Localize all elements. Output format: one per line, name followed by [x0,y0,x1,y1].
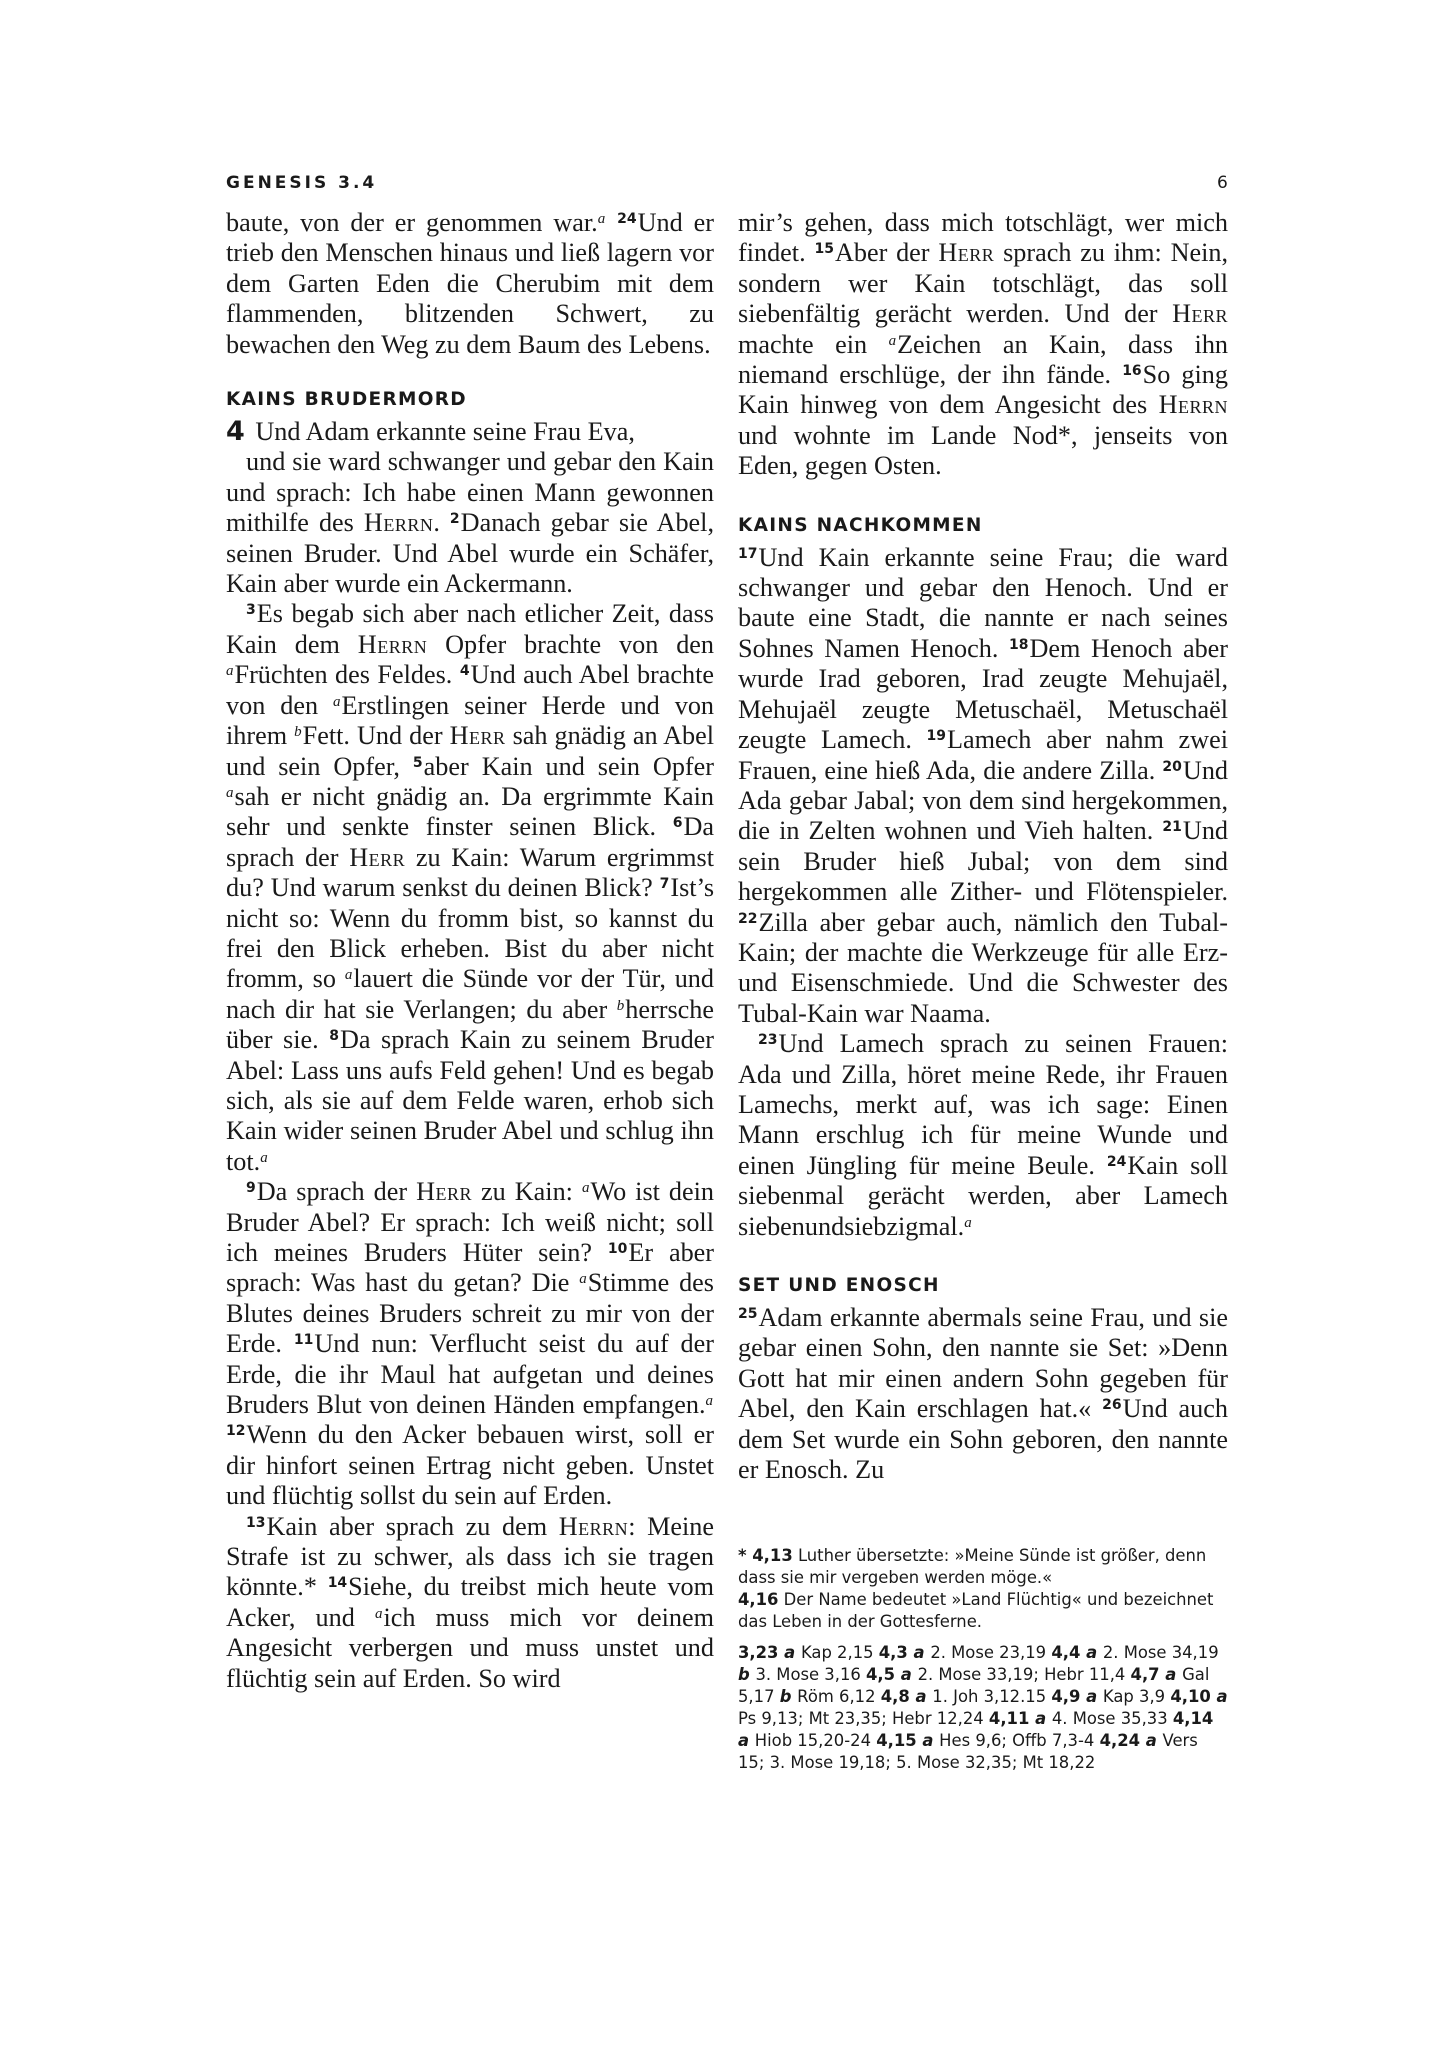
cross-reference: 4,15 a Hes 9,6; Offb 7,3-4 [876,1731,1095,1750]
verse-number: 11 [293,1332,314,1349]
verse-number: 21 [1162,819,1182,836]
section-heading: KAINS NACHKOMMEN [738,514,983,536]
verse-number: 16 [1122,363,1142,380]
verse-number: 4 [459,663,470,680]
cross-reference: 3,23 a Kap 2,15 [738,1643,874,1662]
verse-number: 8 [329,1028,339,1045]
section-heading: KAINS BRUDERMORD [226,389,467,411]
running-head: GENESIS 3.4 [226,173,378,193]
cross-reference: 4,9 a Kap 3,9 [1051,1687,1166,1706]
left-column [226,208,714,1694]
footnote: * 4,13 Luther übersetzte: »Meine Sünde ist größer, denn dass sie mir vergeben werden möge.« [738,1546,1207,1587]
cross-reference: 4,4 a 2. Mose 34,19 [1051,1643,1219,1662]
verse-number: 5 [412,754,423,771]
cross-reference: 4,14 a Hiob 15,20-24 [738,1709,1214,1750]
cross-reference: b 3. Mose 3,16 [738,1665,861,1684]
cross-references [738,1642,1228,1774]
verse-number: 22 [738,910,758,927]
verse-number: 12 [226,1423,246,1440]
verse-number: 2 [449,511,460,528]
verse-number: 25 [738,1306,758,1322]
paragraph: $^{13}$Kain aber sprach zu dem Herrn: Meine Strafe ist zu schwer, als dass ich sie tragen könnte.* $^{14}$Siehe, du treibst mich heute vom Acker, und $^a$ich muss mich vor deinem Angesicht verbergen und muss unstet und flüchtig sein auf Erden. So wird [226,1511,714,1693]
footnote-marker: a [579,1271,587,1288]
verse-number: 23 [758,1032,778,1049]
cross-reference: 4,8 a 1. Joh 3,12.15 [880,1687,1047,1706]
footnote-marker: a [888,332,897,349]
paragraph: 4 Und Adam erkannte seine Frau Eva, und sie ward schwanger und gebar den Kain und sprach: Ich habe einen Mann gewonnen mithilfe des Herrn. $^2$Danach gebar sie Abel, seinen Bruder. Und Abel wurde ein Schäfer, Kain aber wurde ein Ackermann. [226,416,715,599]
footnote-marker: a [374,1605,383,1622]
verse-number: 15 [814,241,834,258]
footnote-marker: a [964,1214,972,1231]
verse-number: 14 [327,1575,348,1592]
right-column [738,208,1228,1485]
verse-number: 9 [246,1180,256,1197]
paragraph: $^{17}$Und Kain erkannte seine Frau; die ward schwanger und gebar den Henoch. Und er baute eine Stadt, die nannte er nach seines Sohnes Namen Henoch. $^{18}$Dem Henoch aber wurde Irad geboren, Irad zeugte Mehujaël, Mehujaël zeugte Metuschaël, Metuschaël zeugte Lamech. $^{19}$Lamech aber nahm zwei Frauen, eine hieß Ada, die andere Zilla. $^{20}$Und Ada gebar Jabal; von dem sind hergekommen, die in Zelten wohnen und Vieh halten. $^{21}$Und sein Bruder hieß Jubal; von dem sind hergekommen alle Zither- und Flötenspieler. $^{22}$Zilla aber gebar auch, nämlich den Tubal-Kain; der machte die Werkzeuge für alle Erz- und Eisenschmiede. Und die Schwester des Tubal-Kain war Naama. [738,542,1229,1028]
verse-number: 7 [659,876,670,893]
verse-number: 10 [607,1241,628,1257]
verse-number: 26 [1102,1397,1122,1414]
verse-number: 19 [926,728,947,745]
cross-reference: 4,5 a 2. Mose 33,19; Hebr 11,4 [866,1665,1126,1684]
cross-reference: 4,10 a Ps 9,13; Mt 23,35; Hebr 12,24 [738,1687,1228,1728]
footnotes [738,1545,1228,1774]
cross-reference: b Röm 6,12 [779,1687,876,1706]
paragraph: $^9$Da sprach der Herr zu Kain: $^a$Wo ist dein Bruder Abel? Er sprach: Ich weiß nicht; soll ich meines Bruders Hüter sein? $^{10}$Er aber sprach: Was hast du getan? Die $^a$Stimme des Blutes deines Bruders schreit zu mir von der Erde. $^{11}$Und nun: Verflucht seist du auf der Erde, die ihr Maul hat aufgetan und deines Bruders Blut von deinen Händen empfangen.$^a$ $^{12}$Wenn du den Acker bebauen wirst, soll er dir hinfort seinen Ertrag nicht geben. Unstet und flüchtig sollst du sein auf Erden. [226,1177,715,1511]
footnote-marker: a [226,663,234,680]
verse-number: 24 [1106,1153,1127,1170]
verse-number: 18 [1008,636,1029,653]
footnote-marker: b [616,997,625,1014]
cross-reference: 4,3 a 2. Mose 23,19 [878,1643,1047,1662]
footnote-marker: a [597,211,606,227]
verse-number: 20 [1162,758,1182,775]
footnote-marker: a [226,784,234,801]
section-heading: SET UND ENOSCH [738,1275,940,1296]
cross-reference: 4,7 a Gal 5,17 [738,1665,1210,1706]
paragraph: baute, von der er genommen war.$^a$ $^{24}$Und er trieb den Menschen hinaus und ließ lagern vor dem Garten Eden die Cherubim mit dem flammenden, blitzenden Schwert, zu bewachen den Weg zu dem Baum des Lebens. [226,208,714,359]
paragraph: mir’s gehen, dass mich totschlägt, wer mich findet. $^{15}$Aber der Herr sprach zu ihm: Nein, sondern wer Kain totschlägt, das soll siebenfältig gerächt werden. Und der Herr machte ein $^a$Zeichen an Kain, dass ihn niemand erschlüge, der ihn fände. $^{16}$So ging Kain hinweg von dem Angesicht des Herrn und wohnte im Lande Nod*, jenseits von Eden, gegen Osten. [738,208,1229,481]
verse-number: 6 [672,815,683,832]
page-number: 6 [1217,173,1228,193]
cross-reference: 4,11 a 4. Mose 35,33 [988,1709,1168,1728]
verse-number: 17 [738,545,758,562]
cross-reference: 4,24 a Vers 15; 3. Mose 19,18; 5. Mose 32,35; Mt 18,22 [738,1731,1198,1772]
paragraph: $^3$Es begab sich aber nach etlicher Zeit, dass Kain dem Herrn Opfer brachte von den $^a$Früchten des Feldes. $^4$Und auch Abel brachte von den $^a$Erstlingen seiner Herde und von ihrem $^b$Fett. Und der Herr sah gnädig an Abel und sein Opfer, $^5$aber Kain und sein Opfer $^a$sah er nicht gnädig an. Da ergrimmte Kain sehr und senkte finster seinen Blick. $^6$Da sprach der Herr zu Kain: Warum ergrimmst du? Und warum senkst du deinen Blick? $^7$Ist’s nicht so: Wenn du fromm bist, so kannst du frei den Blick erheben. Bist du aber nicht fromm, so $^a$lauert die Sünde vor der Tür, und nach dir hat sie Verlangen; du aber $^b$herrsche über sie. $^8$Da sprach Kain zu seinem Bruder Abel: Lass uns aufs Feld gehen! Und es begab sich, als sie auf dem Felde waren, erhob sich Kain wider seinen Bruder Abel und schlug ihn tot.$^a$ [226,599,715,1176]
footnote: 4,16 Der Name bedeutet »Land Flüchtig« und bezeichnet das Leben in der Gottesferne. [738,1590,1214,1631]
footnote-marker: a [705,1393,713,1410]
footnote-marker: a [260,1149,268,1166]
footnote-marker: a [581,1180,590,1197]
verse-number: 13 [246,1514,266,1531]
chapter-number: 4 [226,416,245,448]
footnote-marker: b [294,724,302,741]
verse-number: 3 [246,602,256,619]
footnote-marker: a [333,693,341,710]
verse-number: 24 [617,211,637,227]
footnote-marker: a [344,967,353,984]
paragraph: $^{25}$Adam erkannte abermals seine Frau, und sie gebar einen Sohn, den nannte sie Set: »Denn Gott hat mir einen andern Sohn gegeben für Abel, den Kain erschlagen hat.« $^{26}$Und auch dem Set wurde ein Sohn geboren, den nannte er Enosch. Zu [738,1303,1228,1485]
paragraph: $^{23}$Und Lamech sprach zu seinen Frauen: Ada und Zilla, höret meine Rede, ihr Frauen Lamechs, merkt auf, was ich sage: Einen Mann erschlug ich für meine Wunde und einen Jüngling für meine Beule. $^{24}$Kain soll siebenmal gerächt werden, aber Lamech siebenundsiebzigmal.$^a$ [738,1029,1229,1241]
